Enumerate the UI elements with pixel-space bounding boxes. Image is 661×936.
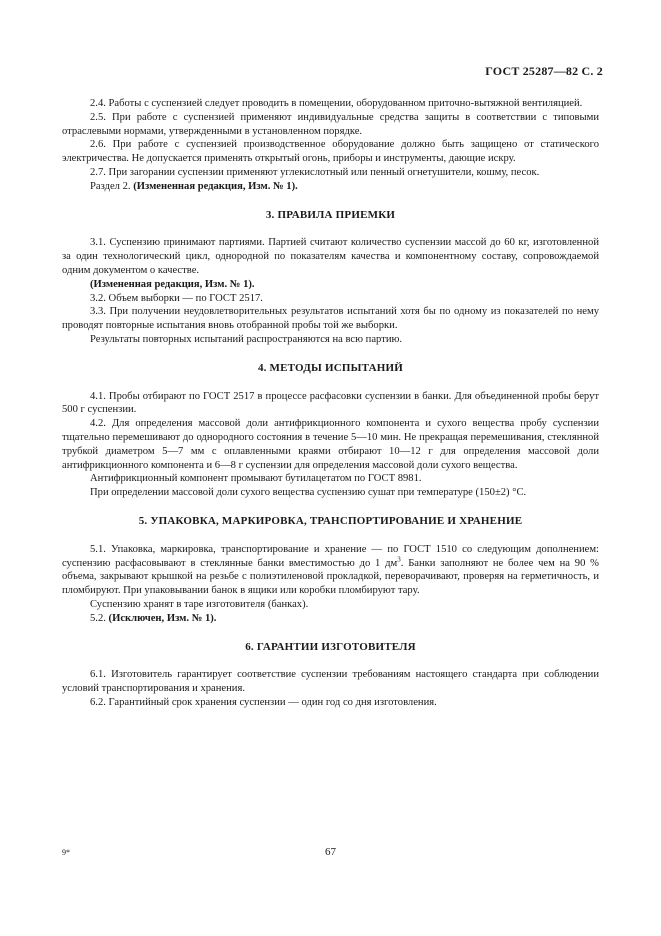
paragraph-4-2-wash: Антифрикционный компонент промывают бутилацетатом по ГОСТ 8981. (90, 473, 422, 485)
page-number: 67 (325, 846, 336, 858)
paragraph-6-1: 6.1. Изготовитель гарантирует соответствие суспензии требованиям настоящего стандарта при соблюдении условий транспортирования и хранения. (62, 669, 599, 695)
section-6-title: 6. ГАРАНТИИ ИЗГОТОВИТЕЛЯ (245, 640, 416, 653)
paragraph-4-2: 4.2. Для определения массовой доли антифрикционного компонента и сухого вещества пробу суспензии тщательно перемешивают до однородного состояния в течение 5—10 мин. Не прекращая перемешивания, стеклянной трубкой диаметром 5—7 мм с оплавленными краями отбирают 10—12 г для определения массовой доли антифрикционного компонента и 6—8 г суспензии для определения массовой доли сухого вещества. (62, 418, 599, 471)
paragraph-5-2-prefix: 5.2. (90, 612, 109, 624)
document-header: ГОСТ 25287—82 С. 2 (485, 64, 603, 78)
paragraph-3-1: 3.1. Суспензию принимают партиями. Партией считают количество суспензии массой до 60 кг, изготовленной за один технологический цикл, однородной по показателям качества и компонентному составу, сопровождаемой одним документом о качестве. (62, 237, 599, 276)
amendment-text: (Измененная редакция, Изм. № 1). (133, 180, 298, 192)
paragraph-5-1-part-b: . Банки заполняют не более чем на 90 % объема, закрывают крышкой на резьбе с полиэтиленовой прокладкой, переворачивают, проверяя на герметичность, и пломбируют. При упаковывании банок в ящики или коробки пломбируют тару. (62, 557, 600, 597)
document-body (62, 97, 599, 710)
amendment-note-3-1 (62, 278, 599, 292)
paragraph-2-6: 2.6. При работе с суспензией производственное оборудование должно быть защищено от статического электричества. Не допускается применять открытый огонь, приборы и инструменты, дающие искру. (62, 139, 599, 165)
paragraph-5-1 (62, 543, 599, 598)
amendment-note-section-2 (62, 180, 599, 194)
paragraph-4-1: 4.1. Пробы отбирают по ГОСТ 2517 в процессе расфасовки суспензии в банки. Для объединенной пробы берут 500 г суспензии. (62, 390, 599, 416)
paragraph-2-5: 2.5. При работе с суспензией применяют индивидуальные средства защиты в соответствии с типовыми отраслевыми нормами, утвержденными в установленном порядке. (62, 111, 599, 137)
paragraph-5-2 (62, 612, 599, 626)
footer-sheet-mark: 9* (62, 848, 70, 857)
section-5-title: 5. УПАКОВКА, МАРКИРОВКА, ТРАНСПОРТИРОВАНИЕ И ХРАНЕНИЕ (138, 514, 523, 527)
paragraph-3-2: 3.2. Объем выборки — по ГОСТ 2517. (90, 292, 263, 304)
paragraph-5-1-part-a: 5.1. Упаковка, маркировка, транспортирование и хранение — по ГОСТ 1510 со следующим дополнением: суспензию расфасовывают в стеклянные банки вместимостью до 1 дм (62, 543, 599, 569)
paragraph-4-2-dry: При определении массовой доли сухого вещества суспензию сушат при температуре (150±2) °С. (90, 487, 527, 499)
paragraph-3-3-results: Результаты повторных испытаний распространяются на всю партию. (90, 333, 403, 345)
paragraph-3-3: 3.3. При получении неудовлетворительных результатов испытаний хотя бы по одному из показателей по нему проводят повторные испытания вновь отобранной пробы той же выборки. (62, 306, 599, 332)
paragraph-5-1-storage: Суспензию хранят в таре изготовителя (банках). (90, 598, 309, 610)
section-3-title: 3. ПРАВИЛА ПРИЕМКИ (265, 208, 396, 221)
superscript-3: 3 (397, 554, 401, 563)
amendment-prefix: Раздел 2. (90, 180, 134, 192)
amendment-text: (Измененная редакция, Изм. № 1). (90, 278, 255, 290)
amendment-text: (Исключен, Изм. № 1). (108, 612, 217, 624)
paragraph-2-4: 2.4. Работы с суспензией следует проводить в помещении, оборудованном приточно-вытяжной вентиляцией. (90, 98, 583, 109)
paragraph-6-2: 6.2. Гарантийный срок хранения суспензии — один год со дня изготовления. (90, 696, 437, 708)
section-4-title: 4. МЕТОДЫ ИСПЫТАНИЙ (257, 361, 404, 374)
paragraph-2-7: 2.7. При загорании суспензии применяют углекислотный или пенный огнетушители, кошму, песок. (90, 166, 540, 178)
